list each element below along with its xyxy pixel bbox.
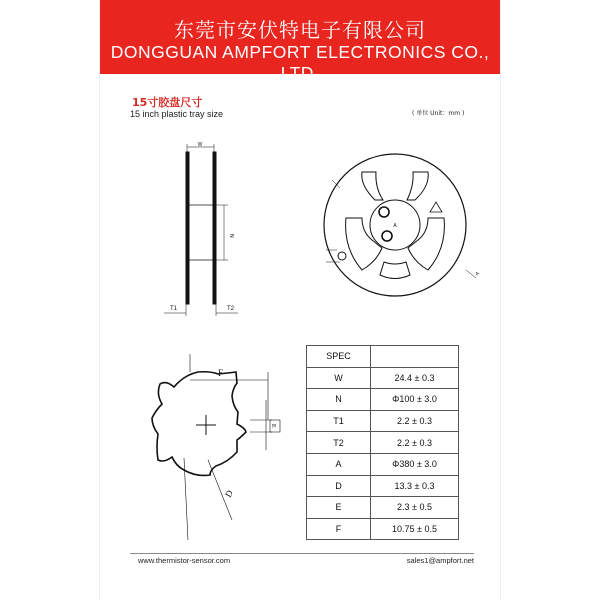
company-name-en: DONGGUAN AMPFORT ELECTRONICS CO., LTD. [110, 42, 490, 83]
window-right [408, 218, 444, 270]
n-label: N [228, 234, 234, 238]
spec-row [307, 475, 459, 497]
d-label: D [223, 488, 235, 499]
spec-row [307, 432, 459, 454]
hub-center-label: A [393, 223, 397, 229]
spec-row [307, 410, 459, 432]
reel-front-view [324, 154, 476, 296]
company-name-cn: 东莞市安伏特电子有限公司 [174, 18, 426, 42]
footer-website[interactable]: www.thermistor-sensor.com [138, 556, 231, 565]
spec-value: 10.75 ± 0.5 [371, 518, 459, 540]
hub-hole-bottom [382, 231, 392, 241]
spec-row [307, 518, 459, 540]
footer-email[interactable]: sales1@ampfort.net [406, 556, 474, 565]
window-left [346, 218, 382, 270]
unit-note: ( 单位 Unit：mm ) [412, 110, 465, 117]
datasheet-page [100, 0, 500, 600]
rim-label-hole [338, 252, 346, 260]
spec-value: 2.2 ± 0.3 [371, 410, 459, 432]
recycle-symbol [430, 202, 442, 212]
t1-label: T1 [170, 306, 178, 312]
spec-key: T2 [307, 432, 371, 454]
spec-key: E [307, 497, 371, 519]
hub-detail-view [152, 372, 246, 476]
spec-value: 24.4 ± 0.3 [371, 367, 459, 389]
spec-header-cell: SPEC [307, 346, 371, 368]
spec-key: T1 [307, 410, 371, 432]
left-flange [186, 152, 189, 304]
spec-value: 2.2 ± 0.3 [371, 432, 459, 454]
spec-row [307, 367, 459, 389]
spec-key: N [307, 389, 371, 411]
spec-key: F [307, 518, 371, 540]
spec-value: Φ380 ± 3.0 [371, 453, 459, 475]
window-top-right [407, 172, 428, 200]
spec-row [307, 497, 459, 519]
w-label: W [197, 142, 203, 148]
window-top-left [362, 172, 383, 200]
section-title-en: 15 inch plastic tray size [130, 109, 224, 119]
reel-side-view [164, 144, 238, 316]
right-flange [213, 152, 216, 304]
hub-detail-dims [184, 354, 280, 540]
spec-header-blank [371, 346, 459, 368]
section-title-cn: 15寸胶盘尺寸 [132, 96, 203, 109]
spec-key: W [307, 367, 371, 389]
f-label: F [218, 368, 224, 378]
e-label: E [270, 424, 276, 428]
spec-table [306, 345, 459, 540]
spec-value: Φ100 ± 3.0 [371, 389, 459, 411]
spec-row [307, 453, 459, 475]
window-bottom [380, 262, 410, 279]
spec-value: 2.3 ± 0.5 [371, 497, 459, 519]
t2-label: T2 [227, 306, 235, 312]
spec-value: 13.3 ± 0.3 [371, 475, 459, 497]
spec-row [307, 389, 459, 411]
spec-table-body [307, 346, 459, 540]
hub-hole-top [379, 207, 389, 217]
hub-profile [152, 372, 246, 476]
spec-key: D [307, 475, 371, 497]
footer-divider [130, 553, 474, 554]
spec-header-row [307, 346, 459, 368]
a-label: A [474, 270, 481, 278]
spec-key: A [307, 453, 371, 475]
